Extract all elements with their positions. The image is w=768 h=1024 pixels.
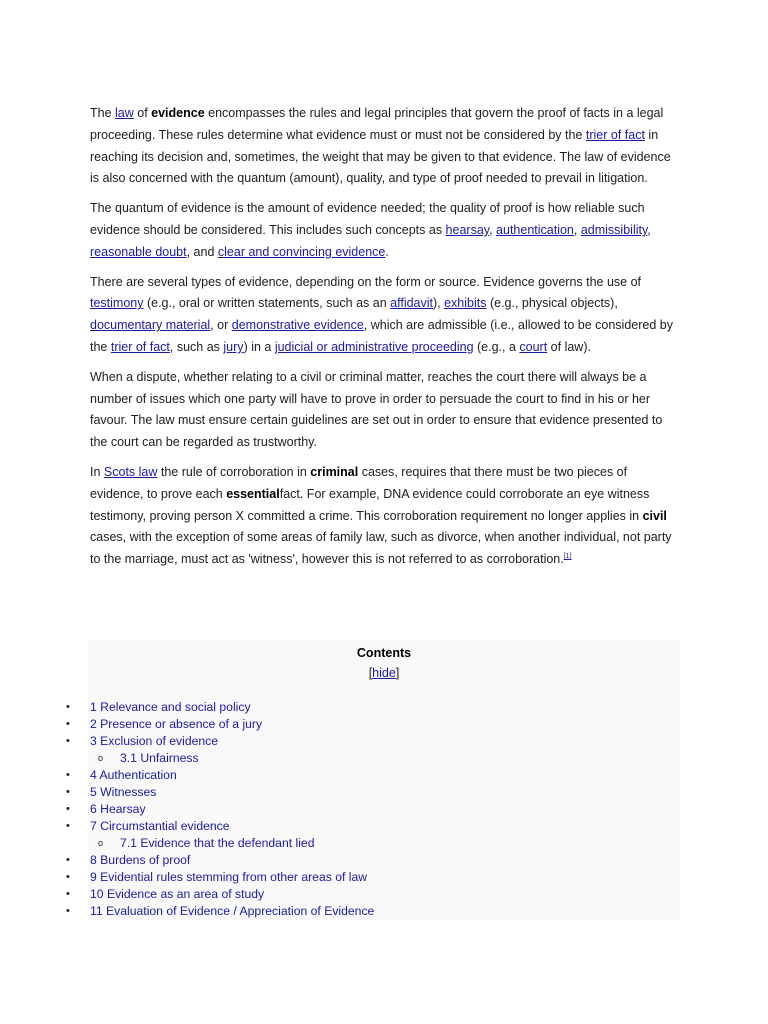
bullet-icon: •	[66, 735, 70, 747]
link-demonstrative-evidence[interactable]: demonstrative evidence	[231, 318, 364, 333]
bullet-icon: •	[66, 786, 70, 798]
text: of	[133, 106, 152, 120]
toc-list	[0, 699, 700, 920]
link-authentication[interactable]: authentication	[496, 222, 574, 237]
bold-criminal: criminal	[310, 464, 359, 479]
toc-item	[0, 835, 700, 852]
paragraph-intro	[90, 103, 680, 190]
text: in reaching its decision and, sometimes, the weight that may be given to that evidence. The law of evidence is also concerned with the quantum (amount), quality, and type of proof needed to prevail in litigation.	[90, 127, 671, 186]
bold-essential: essential	[226, 486, 280, 501]
text: fact. For example, DNA evidence could corroborate an eye witness testimony, proving person X committed a crime. This corroboration requirement no longer applies in	[90, 486, 650, 523]
toc-item	[0, 767, 700, 784]
text: (e.g., a	[473, 339, 520, 354]
bullet-icon: •	[66, 888, 70, 900]
bullet-icon: •	[66, 803, 70, 815]
link-clear-and-convincing[interactable]: clear and convincing evidence	[217, 244, 386, 259]
toc-link[interactable]: 7.1 Evidence that the defendant lied	[120, 836, 315, 850]
text: cases, requires that there must be two pieces of evidence, to prove each	[90, 464, 628, 501]
toc-item	[0, 801, 700, 818]
bracket: ]	[395, 666, 400, 680]
link-affidavit[interactable]: affidavit	[390, 296, 433, 311]
article-body	[90, 103, 680, 579]
toc-item	[0, 903, 700, 920]
link-law[interactable]: law	[115, 106, 134, 120]
toc-item	[0, 699, 700, 716]
text: The quantum of evidence is the amount of evidence needed; the quality of proof is how reliable such evidence should be considered. This includes such concepts as	[90, 201, 645, 237]
text: , and	[186, 244, 218, 259]
link-exhibits[interactable]: exhibits	[444, 296, 487, 311]
link-testimony[interactable]: testimony	[90, 296, 144, 311]
toc-item	[0, 886, 700, 903]
reference-link-1[interactable]: [1]	[563, 553, 572, 561]
bold-evidence: evidence	[151, 106, 205, 120]
paragraph-types	[90, 272, 680, 359]
toc-item	[0, 784, 700, 801]
text: ),	[433, 296, 445, 311]
bullet-icon: •	[66, 820, 70, 832]
toc-hide-control	[88, 666, 680, 680]
text: of law).	[547, 339, 591, 354]
bullet-icon: o	[98, 753, 104, 763]
link-reasonable-doubt[interactable]: reasonable doubt	[90, 244, 187, 259]
text: cases, with the exception of some areas of family law, such as divorce, when another individual, not party to the marriage, must act as 'witness', however this is not referred to as corroboration.	[90, 530, 672, 567]
bullet-icon: •	[66, 701, 70, 713]
toc-link[interactable]: 2 Presence or absence of a jury	[90, 717, 263, 731]
link-judicial-proceeding[interactable]: judicial or administrative proceeding	[274, 339, 474, 354]
toc-item	[0, 818, 700, 835]
toc-link[interactable]: 5 Witnesses	[90, 785, 157, 799]
text: In	[90, 464, 104, 479]
bullet-icon: •	[66, 905, 70, 917]
link-jury[interactable]: jury	[223, 339, 244, 354]
link-documentary-material[interactable]: documentary material	[90, 318, 211, 333]
toc-title: Contents	[356, 646, 412, 660]
link-scots-law[interactable]: Scots law	[103, 464, 158, 479]
text: There are several types of evidence, depending on the form or source. Evidence governs the use of	[90, 274, 642, 289]
text: ,	[647, 222, 651, 237]
text: (e.g., physical objects),	[486, 296, 618, 311]
text: , such as	[169, 339, 224, 354]
bullet-icon: •	[66, 769, 70, 781]
text: , or	[210, 318, 232, 333]
toc-link[interactable]: 7 Circumstantial evidence	[90, 819, 230, 833]
link-admissibility[interactable]: admissibility	[580, 222, 648, 237]
link-trier-of-fact-2[interactable]: trier of fact	[110, 339, 170, 354]
bracket: [	[368, 666, 373, 680]
bullet-icon: •	[66, 854, 70, 866]
toc-item	[0, 869, 700, 886]
text: ,	[489, 222, 497, 237]
toc-link[interactable]: 10 Evidence as an area of study	[90, 887, 265, 901]
toc-link[interactable]: 4 Authentication	[90, 768, 177, 782]
text: , which are admissible (i.e., allowed to be considered by the	[90, 318, 673, 354]
toc-link[interactable]: 1 Relevance and social policy	[90, 700, 251, 714]
paragraph-dispute: When a dispute, whether relating to a civil or criminal matter, reaches the court there will always be a number of issues which one party will have to prove in order to persuade the court to find in his or her favour. The law must ensure certain guidelines are set out in order to ensure that evidence presented to the court can be regarded as trustworthy.	[90, 369, 663, 450]
toc-link[interactable]: 3 Exclusion of evidence	[90, 734, 219, 748]
bullet-icon: o	[98, 838, 104, 848]
bullet-icon: •	[66, 718, 70, 730]
toc-link[interactable]: 11 Evaluation of Evidence / Appreciation of Evidence	[90, 904, 375, 918]
toc-hide-link[interactable]: hide	[372, 666, 396, 680]
paragraph-corroboration	[90, 462, 680, 571]
text: The	[90, 106, 116, 120]
link-court[interactable]: court	[519, 339, 548, 354]
toc-item	[0, 716, 700, 733]
bold-civil: civil	[642, 508, 667, 523]
text: .	[385, 244, 389, 259]
text: ) in a	[243, 339, 275, 354]
text: (e.g., oral or written statements, such as an	[143, 296, 391, 311]
toc-link[interactable]: 8 Burdens of proof	[90, 853, 191, 867]
toc-item	[0, 733, 700, 750]
text: the rule of corroboration in	[157, 464, 311, 479]
toc-item	[0, 852, 700, 869]
toc-link[interactable]: 3.1 Unfairness	[120, 751, 199, 765]
link-hearsay[interactable]: hearsay	[445, 222, 490, 237]
text: encompasses the rules and legal principles that govern the proof of facts in a legal proceeding. These rules determine what evidence must or must not be considered by the	[90, 106, 664, 142]
paragraph-quantum	[90, 198, 680, 263]
text: ,	[573, 222, 581, 237]
toc-link[interactable]: 9 Evidential rules stemming from other areas of law	[90, 870, 368, 884]
toc-link[interactable]: 6 Hearsay	[90, 802, 146, 816]
link-trier-of-fact[interactable]: trier of fact	[585, 127, 645, 142]
toc-item	[0, 750, 700, 767]
bullet-icon: •	[66, 871, 70, 883]
